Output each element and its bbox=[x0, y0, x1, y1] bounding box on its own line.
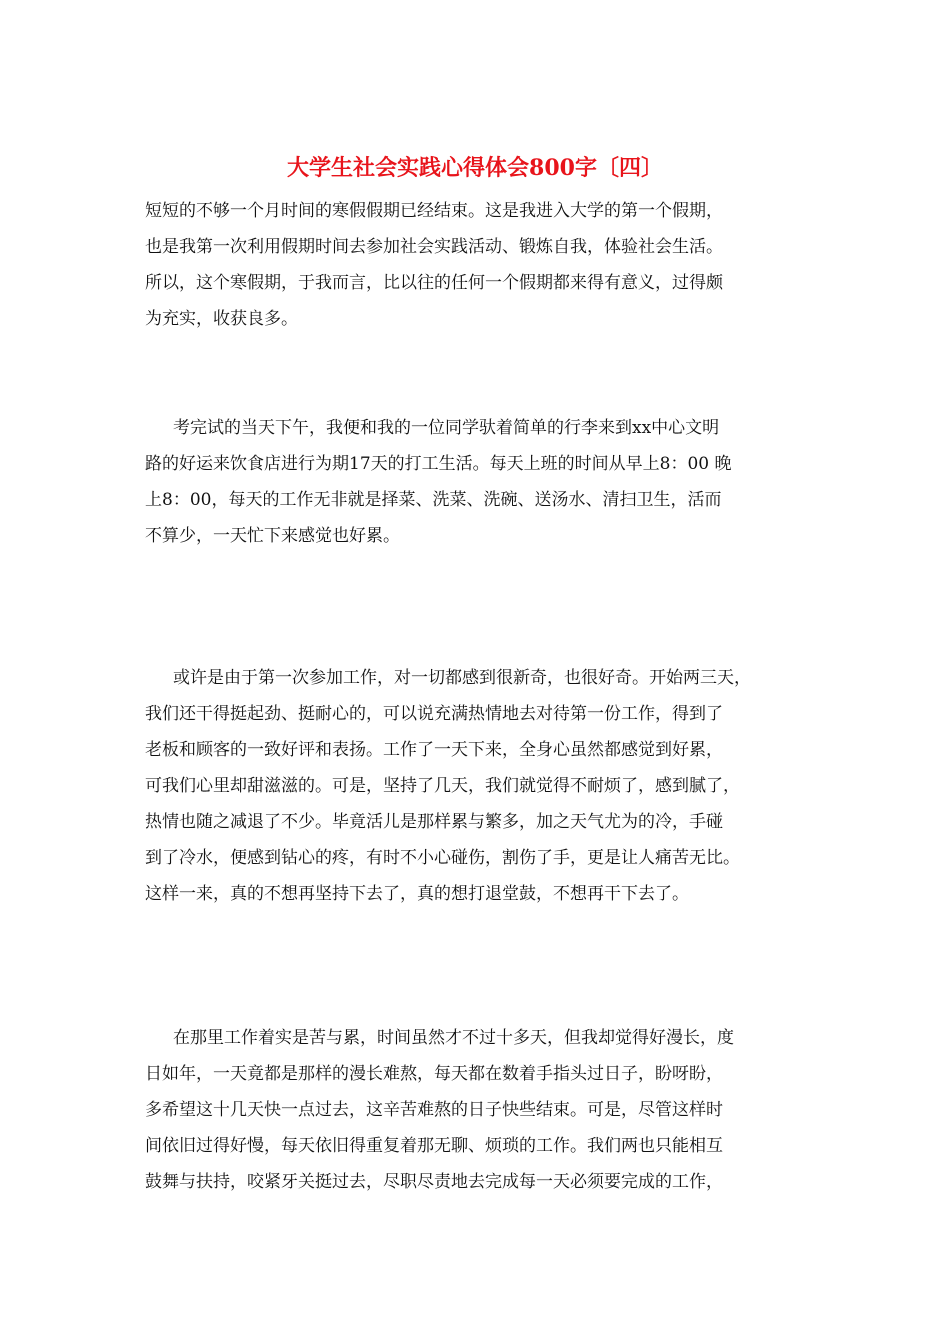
paragraph-2 bbox=[145, 410, 815, 554]
paragraph-line: 日如年，一天竟都是那样的漫长难熬，每天都在数着手指头过日子，盼呀盼， bbox=[145, 1064, 723, 1084]
paragraph-line: 老板和顾客的一致好评和表扬。工作了一天下来，全身心虽然都感觉到好累， bbox=[145, 740, 723, 760]
paragraph-line: 热情也随之减退了不少。毕竟活儿是那样累与繁多，加之天气尤为的冷，手碰 bbox=[145, 812, 723, 832]
paragraph-line: 考完试的当天下午，我便和我的一位同学驮着简单的行李来到xx中心文明 bbox=[173, 418, 720, 438]
paragraph-line: 上8：00，每天的工作无非就是择菜、洗菜、洗碗、送汤水、清扫卫生，活而 bbox=[145, 490, 722, 510]
paragraph-line: 路的好运来饮食店进行为期17天的打工生活。每天上班的时间从早上8：00 晚 bbox=[145, 454, 732, 474]
paragraph-line: 所以，这个寒假期，于我而言，比以往的任何一个假期都来得有意义，过得颇 bbox=[145, 273, 723, 293]
paragraph-line: 到了冷水，便感到钻心的疼，有时不小心碰伤，割伤了手，更是让人痛苦无比。 bbox=[145, 848, 740, 868]
paragraph-line: 为充实，收获良多。 bbox=[145, 309, 298, 329]
paragraph-line: 不算少，一天忙下来感觉也好累。 bbox=[145, 526, 400, 546]
paragraph-line: 这样一来，真的不想再坚持下去了，真的想打退堂鼓，不想再干下去了。 bbox=[145, 884, 689, 904]
document-title: 大学生社会实践心得体会800字〔四〕 bbox=[287, 155, 663, 181]
paragraph-line: 或许是由于第一次参加工作，对一切都感到很新奇，也很好奇。开始两三天， bbox=[173, 668, 751, 688]
paragraph-line: 短短的不够一个月时间的寒假假期已经结束。这是我进入大学的第一个假期， bbox=[145, 201, 723, 221]
paragraph-line: 在那里工作着实是苦与累，时间虽然才不过十多天，但我却觉得好漫长，度 bbox=[173, 1028, 734, 1048]
paragraph-line: 鼓舞与扶持，咬紧牙关挺过去，尽职尽责地去完成每一天必须要完成的工作， bbox=[145, 1172, 723, 1192]
paragraph-line: 可我们心里却甜滋滋的。可是，坚持了几天，我们就觉得不耐烦了，感到腻了， bbox=[145, 776, 740, 796]
paragraph-line: 多希望这十几天快一点过去，这辛苦难熬的日子快些结束。可是，尽管这样时 bbox=[145, 1100, 723, 1120]
paragraph-line: 间依旧过得好慢，每天依旧得重复着那无聊、烦琐的工作。我们两也只能相互 bbox=[145, 1136, 723, 1156]
paragraph-line: 也是我第一次利用假期时间去参加社会实践活动、锻炼自我，体验社会生活。 bbox=[145, 237, 723, 257]
paragraph-4 bbox=[145, 1020, 815, 1200]
paragraph-1 bbox=[145, 193, 815, 337]
paragraph-line: 我们还干得挺起劲、挺耐心的，可以说充满热情地去对待第一份工作，得到了 bbox=[145, 704, 723, 724]
paragraph-3 bbox=[145, 660, 815, 912]
